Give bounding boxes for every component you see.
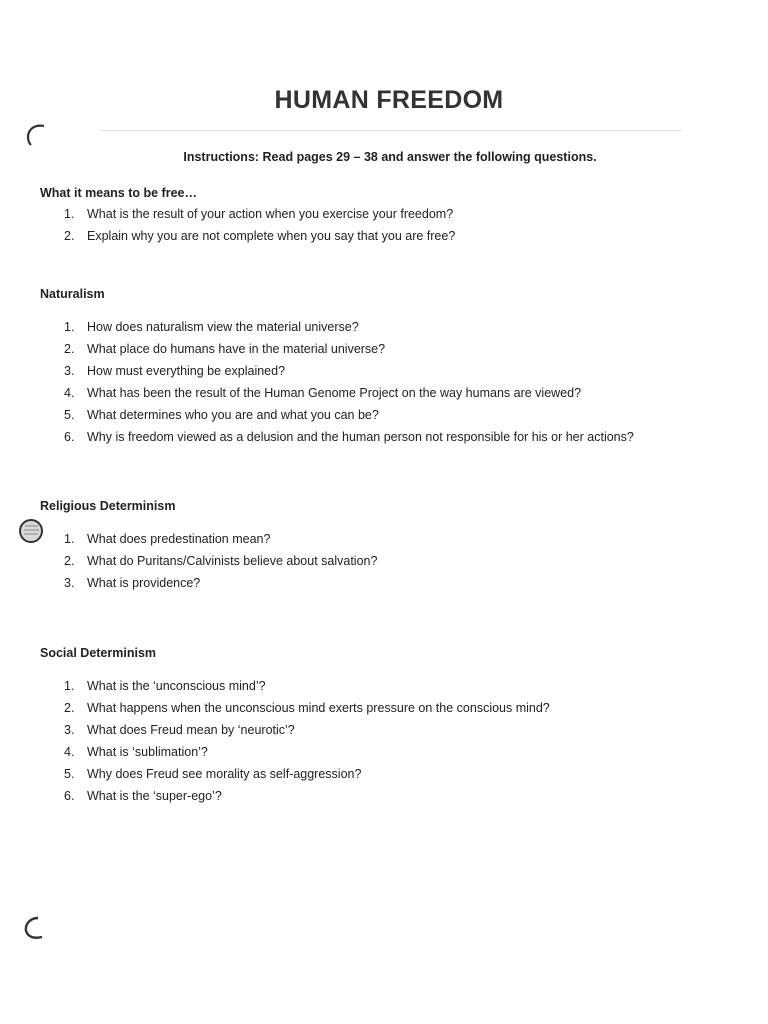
question-item: 2. What happens when the unconscious mind exerts pressure on the conscious mind? <box>64 701 550 715</box>
question-item: 3. How must everything be explained? <box>64 364 286 378</box>
question-item: 2. What place do humans have in the material universe? <box>64 342 386 356</box>
question-list <box>40 203 740 247</box>
question-list <box>40 316 740 448</box>
question-item: 5. What determines who you are and what you can be? <box>64 408 379 422</box>
section-heading: What it means to be free… <box>40 186 197 200</box>
question-item: 1. How does naturalism view the material universe? <box>64 320 359 334</box>
question-item: 5. Why does Freud see morality as self-aggression? <box>64 767 362 781</box>
question-item: 2. Explain why you are not complete when you say that you are free? <box>64 229 456 243</box>
section-social-determinism <box>40 643 740 807</box>
section-heading: Naturalism <box>40 287 105 301</box>
section-heading: Social Determinism <box>40 646 157 660</box>
question-list <box>40 528 740 594</box>
binder-hole-top-icon <box>22 122 50 148</box>
question-item: 1. What does predestination mean? <box>64 532 271 546</box>
question-item: 2. What do Puritans/Calvinists believe about salvation? <box>64 554 378 568</box>
section-heading: Religious Determinism <box>40 499 176 513</box>
section-what-it-means <box>40 183 740 247</box>
question-item: 1. What is the ‘unconscious mind’? <box>64 679 266 693</box>
binder-hole-bottom-icon <box>18 912 48 942</box>
section-religious-determinism <box>40 496 740 594</box>
question-item: 6. Why is freedom viewed as a delusion and the human person not responsible for his or her actions? <box>64 430 634 444</box>
section-naturalism <box>40 284 740 448</box>
page-title: HUMAN FREEDOM <box>274 86 504 114</box>
title-divider <box>100 130 682 131</box>
question-item: 4. What is ‘sublimation’? <box>64 745 208 759</box>
question-list <box>40 675 740 807</box>
question-item: 6. What is the ‘super-ego’? <box>64 789 222 803</box>
question-item: 1. What is the result of your action when you exercise your freedom? <box>64 207 454 221</box>
question-item: 3. What is providence? <box>64 576 201 590</box>
instructions: Instructions: Read pages 29 – 38 and answer the following questions. <box>183 150 597 164</box>
question-item: 3. What does Freud mean by ‘neurotic’? <box>64 723 295 737</box>
question-item: 4. What has been the result of the Human Genome Project on the way humans are viewed? <box>64 386 582 400</box>
